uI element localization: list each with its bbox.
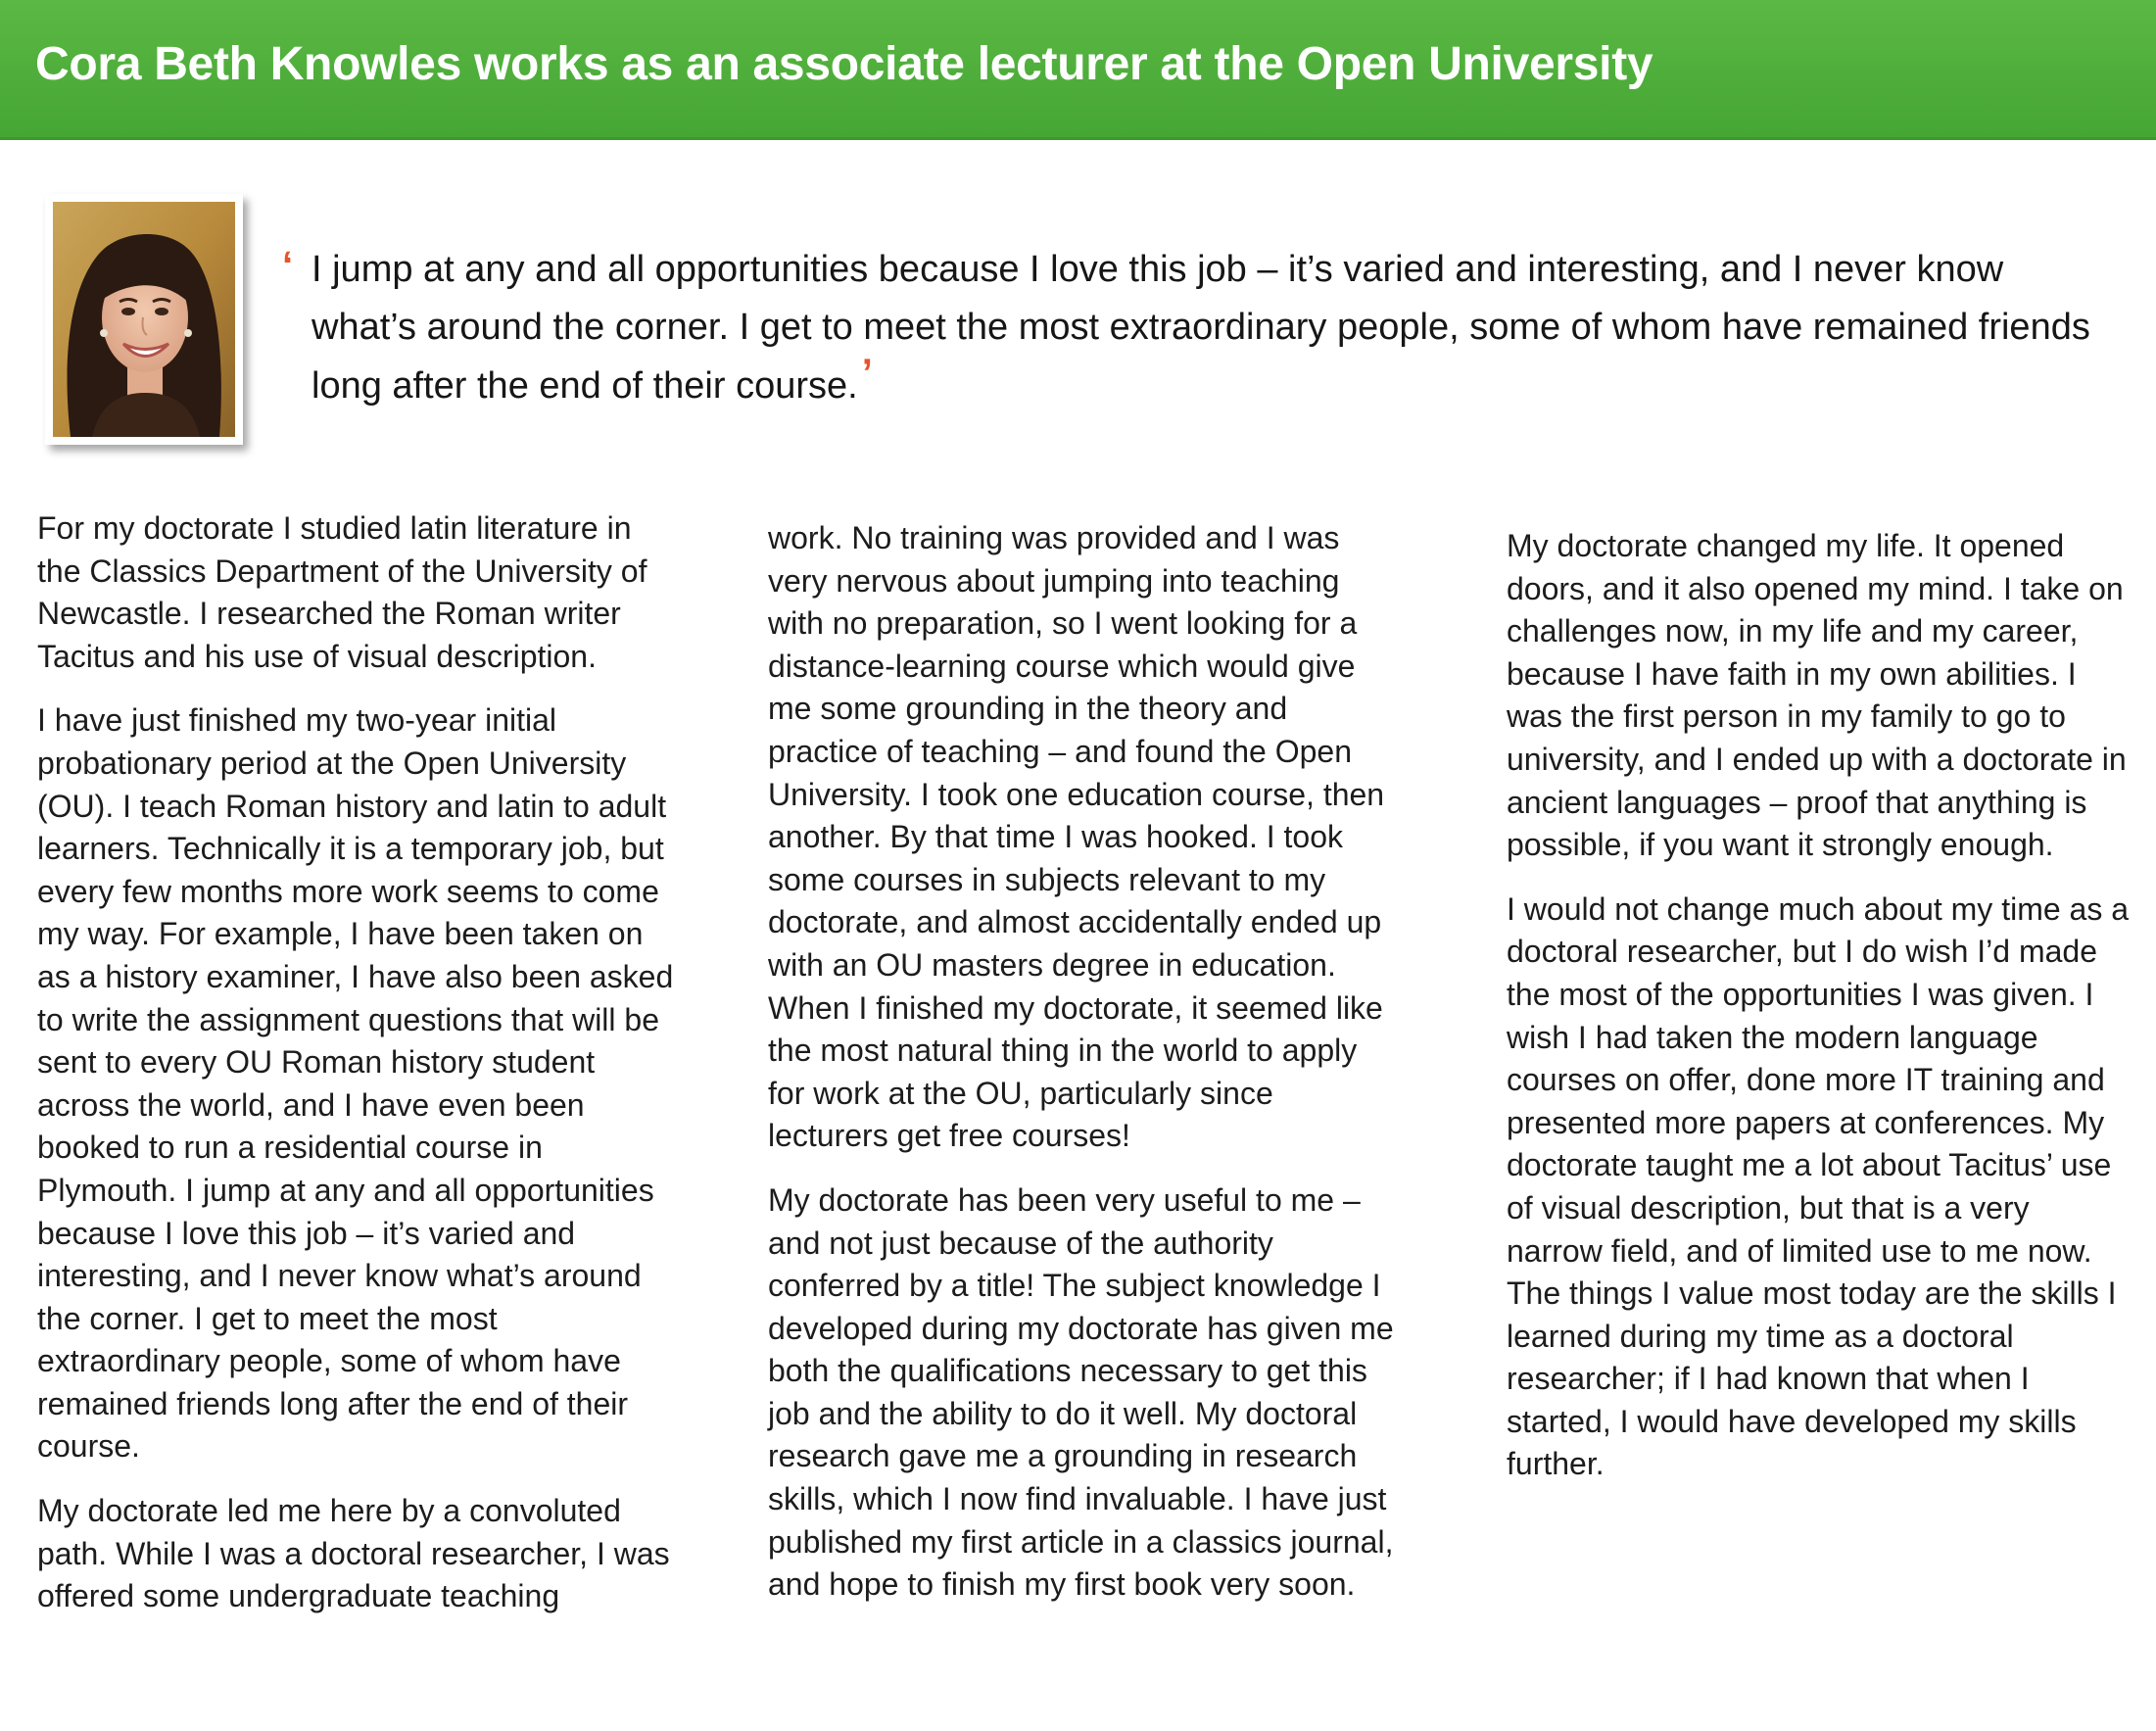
portrait-photo (53, 202, 235, 437)
pull-quote (282, 241, 2104, 415)
paragraph: My doctorate changed my life. It opened doors, and it also opened my mind. I take on challenges now, in my life and my career, because I have faith in my own abilities. I was the first person in my family to go to university, and I ended up with a doctorate in ancient languages – proof that anything is possible, if you want it strongly enough. (1507, 528, 2127, 863)
paragraph: I would not change much about my time as a doctoral researcher, but I do wish I’d made the most of the opportunities I was given. I wish I had taken the modern language courses on offer, done more IT training and presented more papers at conferences. My doctorate taught me a lot about Tacitus’ use of visual description, but that is a very narrow field, and of limited use to me now. The things I value most today are the skills I learned during my time as a doctoral researcher; if I had known that when I started, I would have developed my skills further. (1507, 890, 2130, 1482)
article-column-1 (37, 507, 674, 1640)
paragraph: My doctorate has been very useful to me – and not just because of the authority conferred by a title! The subject knowledge I developed during my doctorate has given me both the qualifications necessary to get this job and the ability to do it well. My doctoral research gave me a grounding in research skills, which I now find invaluable. I have just published my first article in a classics journal, and hope to finish my first book very soon. (768, 1181, 1394, 1603)
pull-quote-text: I jump at any and all opportunities because I love this job – it’s varied and interesting, and I never know what’s around the corner. I get to meet the most extraordinary people, some of whom have remained friends long after the end of their course. (311, 249, 2090, 407)
paragraph: My doctorate led me here by a convoluted path. While I was a doctoral researcher, I was offered some undergraduate teaching (37, 1493, 670, 1614)
paragraph: work. No training was provided and I was very nervous about jumping into teaching with no preparation, so I went looking for a distance-learning course which would give me some grounding in the theory and practice of teaching – and found the Open University. I took one education course, then another. By that time I was hooked. I took some courses in subjects relevant to my doctorate, and almost accidentally ended up with an OU masters degree in education. When I finished my doctorate, it seemed like the most natural thing in the world to apply for work at the OU, particularly since lecturers get free courses! (768, 520, 1385, 1154)
article-column-2 (768, 517, 1395, 1628)
portrait-photo-frame (45, 194, 243, 445)
page-title: Cora Beth Knowles works as an associate lecturer at the Open University (35, 38, 1653, 90)
paragraph: I have just finished my two-year initial probationary period at the Open University (OU). I teach Roman history and latin to adult learners. Technically it is a temporary job, but every few months more work seems to come my way. For example, I have been taken on as a history examiner, I have also been asked to write the assignment questions that will be sent to every OU Roman history student across the world, and I have even been booked to run a residential course in Plymouth. I jump at any and all opportunities because I love this job – it’s varied and interesting, and I never know what’s around the corner. I get to meet the most extraordinary people, some of whom have remained friends long after the end of their course. (37, 702, 674, 1465)
close-quote-mark: ’ (861, 352, 873, 395)
open-quote-mark: ‘ (282, 244, 294, 287)
title-banner (0, 0, 2156, 140)
article-column-3 (1507, 525, 2133, 1508)
paragraph: For my doctorate I studied latin literature in the Classics Department of the University of Newcastle. I researched the Roman writer Tacitus and his use of visual description. (37, 510, 647, 674)
